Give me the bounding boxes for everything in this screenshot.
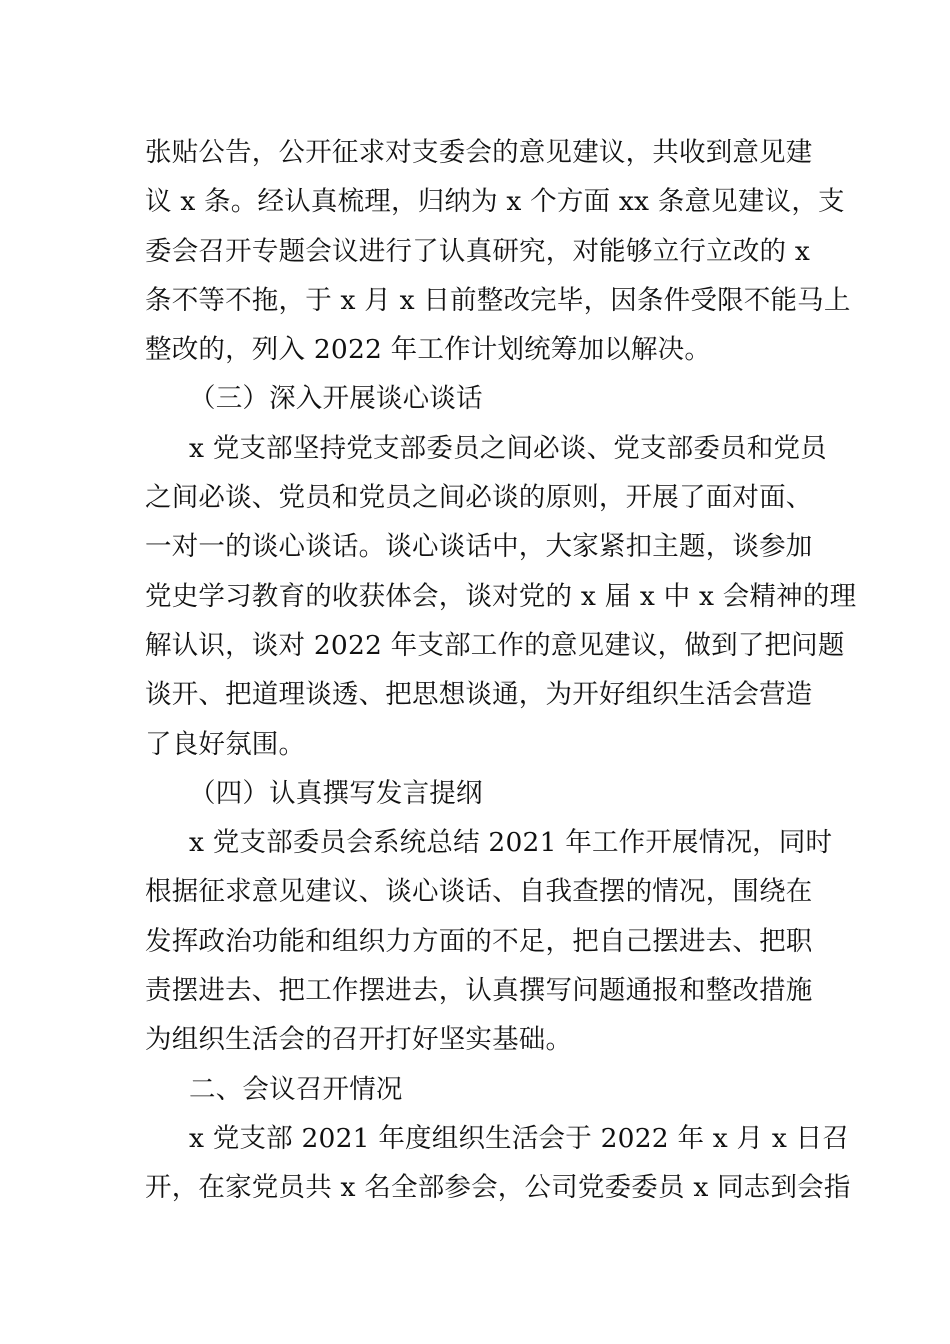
paragraph-line: 根据征求意见建议、谈心谈话、自我查摆的情况，围绕在 [145, 876, 813, 908]
paragraph-line: 张贴公告，公开征求对支委会的意见建议，共收到意见建 [145, 137, 813, 168]
paragraph-line: 开，在家党员共 x 名全部参会，公司党委委员 x 同志到会指 [145, 1172, 851, 1204]
section-heading: （四）认真撰写发言提纲 [189, 777, 483, 809]
paragraph-line: x 党支部委员会系统总结 2021 年工作开展情况，同时 [189, 827, 833, 859]
paragraph-line: 条不等不拖，于 x 月 x 日前整改完毕，因条件受限不能马上 [145, 284, 851, 316]
paragraph-line: 议 x 条。经认真梳理，归纳为 x 个方面 xx 条意见建议，支 [145, 186, 845, 218]
paragraph-line: 谈开、把道理谈透、把思想谈通，为开好组织生活会营造 [145, 679, 813, 711]
paragraph-line: 一对一的谈心谈话。谈心谈话中，大家紧扣主题，谈参加 [145, 531, 813, 563]
section-heading: 二、会议召开情况 [189, 1073, 403, 1105]
paragraph-line: 党史学习教育的收获体会，谈对党的 x 届 x 中 x 会精神的理 [145, 580, 857, 612]
paragraph-line: 整改的，列入 2022 年工作计划统筹加以解决。 [145, 334, 712, 366]
paragraph-line: x 党支部坚持党支部委员之间必谈、党支部委员和党员 [189, 432, 827, 464]
paragraph-line: 发挥政治功能和组织力方面的不足，把自己摆进去、把职 [145, 925, 813, 957]
paragraph-line: 了良好氛围。 [145, 728, 306, 760]
paragraph-line: 之间必谈、党员和党员之间必谈的原则，开展了面对面、 [145, 482, 813, 514]
section-heading: （三）深入开展谈心谈话 [189, 383, 483, 415]
paragraph-line: 责摆进去、把工作摆进去，认真撰写问题通报和整改措施 [145, 975, 813, 1007]
document-body [145, 128, 857, 1213]
paragraph-line: 委会召开专题会议进行了认真研究，对能够立行立改的 x [145, 235, 810, 267]
paragraph-line: 为组织生活会的召开打好坚实基础。 [145, 1024, 573, 1056]
paragraph-line: x 党支部 2021 年度组织生活会于 2022 年 x 月 x 日召 [189, 1122, 850, 1154]
paragraph-line: 解认识，谈对 2022 年支部工作的意见建议，做到了把问题 [145, 629, 845, 661]
